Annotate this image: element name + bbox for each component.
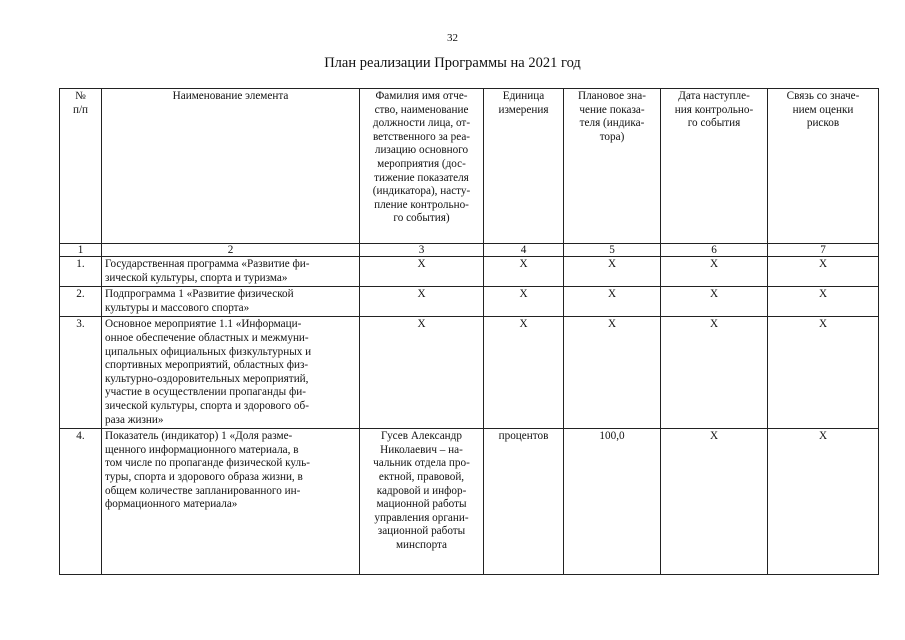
- column-number: 5: [564, 244, 661, 257]
- row-risk-link: Х: [768, 257, 879, 287]
- header-planned-value: Плановое зна- чение показа- теля (индика- тора): [564, 89, 661, 244]
- row-event-date: Х: [661, 287, 768, 317]
- row-responsible: Х: [360, 257, 484, 287]
- row-unit: процентов: [484, 429, 564, 575]
- plan-table: [59, 88, 879, 575]
- row-risk-link: Х: [768, 429, 879, 575]
- row-planned-value: Х: [564, 317, 661, 429]
- header-row: [60, 89, 879, 244]
- table-row: [60, 429, 879, 575]
- row-event-date: Х: [661, 317, 768, 429]
- column-number: 6: [661, 244, 768, 257]
- row-element-name: Государственная программа «Развитие фи- зической культуры, спорта и туризма»: [102, 257, 360, 287]
- row-unit: Х: [484, 257, 564, 287]
- row-responsible: Гусев Александр Николаевич – на- чальник отдела про- ектной, правовой, кадровой и инфор- мационной работы управления органи- зационной работы минспорта: [360, 429, 484, 575]
- row-responsible: Х: [360, 317, 484, 429]
- header-responsible: Фамилия имя отче- ство, наименование должности лица, от- ветственного за реа- лизацию основного мероприятия (дос- тижение показателя (индикатора), насту- пление контрольно- го события): [360, 89, 484, 244]
- table-row: [60, 257, 879, 287]
- row-element-name: Подпрограмма 1 «Развитие физической культуры и массового спорта»: [102, 287, 360, 317]
- table-row: [60, 317, 879, 429]
- row-risk-link: Х: [768, 287, 879, 317]
- row-event-date: Х: [661, 429, 768, 575]
- column-number: 7: [768, 244, 879, 257]
- row-number: 3.: [60, 317, 102, 429]
- header-number: № п/п: [60, 89, 102, 244]
- column-number: 4: [484, 244, 564, 257]
- header-element-name: Наименование элемента: [102, 89, 360, 244]
- column-number: 2: [102, 244, 360, 257]
- header-risk-link: Связь со значе- нием оценки рисков: [768, 89, 879, 244]
- table-row: [60, 287, 879, 317]
- row-unit: Х: [484, 287, 564, 317]
- row-number: 1.: [60, 257, 102, 287]
- row-element-name: Основное мероприятие 1.1 «Информаци- онное обеспечение областных и межмуни- ципальных официальных физкультурных и спортивных мероприятий, областных физ- культурно-оздоровительных мероприятий, участие в осуществлении пропаганды фи- зической культуры, спорта и здорового об- раза жизни»: [102, 317, 360, 429]
- row-planned-value: 100,0: [564, 429, 661, 575]
- row-number: 4.: [60, 429, 102, 575]
- column-number: 1: [60, 244, 102, 257]
- row-risk-link: Х: [768, 317, 879, 429]
- page-number: 32: [447, 32, 458, 44]
- row-responsible: Х: [360, 287, 484, 317]
- row-event-date: Х: [661, 257, 768, 287]
- row-element-name: Показатель (индикатор) 1 «Доля разме- щенного информационного материала, в том числе по пропаганде физической куль- туры, спорта и здорового образа жизни, в общем количестве запланированного ин- формационного материала»: [102, 429, 360, 575]
- document-title: План реализации Программы на 2021 год: [324, 55, 581, 71]
- row-planned-value: Х: [564, 257, 661, 287]
- row-number: 2.: [60, 287, 102, 317]
- row-planned-value: Х: [564, 287, 661, 317]
- header-event-date: Дата наступле- ния контрольно- го события: [661, 89, 768, 244]
- column-number: 3: [360, 244, 484, 257]
- row-unit: Х: [484, 317, 564, 429]
- header-unit: Единица измерения: [484, 89, 564, 244]
- column-numbers-row: [60, 244, 879, 257]
